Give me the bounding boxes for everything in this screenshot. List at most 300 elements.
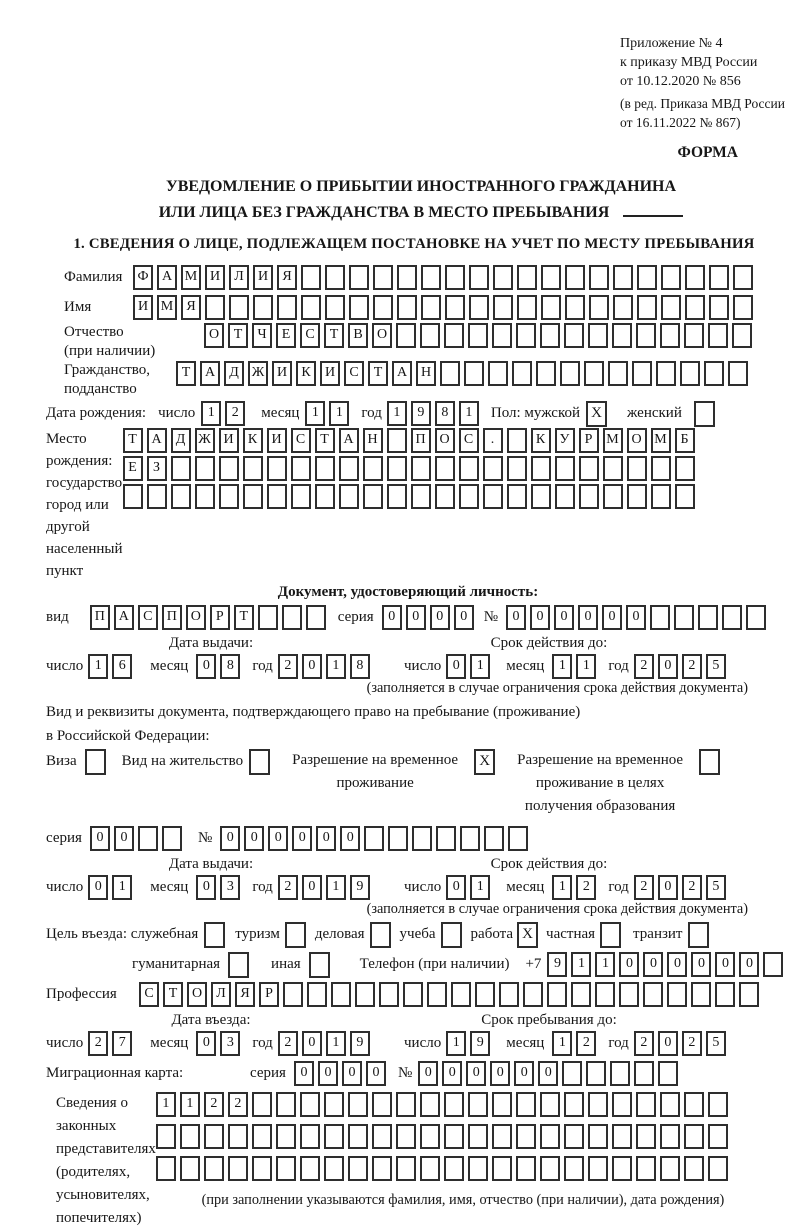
char-cell[interactable] — [564, 1156, 584, 1181]
char-cell[interactable]: 1 — [470, 654, 490, 679]
char-cell[interactable]: 0 — [578, 605, 598, 630]
char-cell[interactable] — [610, 1061, 630, 1086]
char-cell[interactable] — [675, 484, 695, 509]
char-cell[interactable] — [421, 295, 441, 320]
char-cell[interactable]: 3 — [220, 875, 240, 900]
char-cell[interactable] — [180, 1156, 200, 1181]
char-cell[interactable]: И — [272, 361, 292, 386]
char-cell[interactable] — [339, 456, 359, 481]
char-cell[interactable]: 9 — [547, 952, 567, 977]
char-cell[interactable]: 9 — [350, 1031, 370, 1056]
char-cell[interactable]: 0 — [658, 1031, 678, 1056]
char-cell[interactable]: А — [114, 605, 134, 630]
char-cell[interactable] — [685, 295, 705, 320]
char-cell[interactable]: 0 — [643, 952, 663, 977]
char-cell[interactable]: 0 — [691, 952, 711, 977]
char-cell[interactable] — [301, 265, 321, 290]
char-cell[interactable]: Т — [368, 361, 388, 386]
char-cell[interactable] — [680, 361, 700, 386]
char-cell[interactable]: П — [411, 428, 431, 453]
char-cell[interactable]: Р — [579, 428, 599, 453]
char-cell[interactable] — [555, 484, 575, 509]
char-cell[interactable] — [396, 1156, 416, 1181]
char-cell[interactable] — [588, 1124, 608, 1149]
char-cell[interactable]: Д — [171, 428, 191, 453]
char-cell[interactable] — [600, 922, 621, 948]
char-cell[interactable]: М — [651, 428, 671, 453]
char-cell[interactable]: 0 — [196, 875, 216, 900]
char-cell[interactable]: К — [243, 428, 263, 453]
char-cell[interactable] — [507, 484, 527, 509]
char-cell[interactable] — [492, 1092, 512, 1117]
char-cell[interactable]: С — [300, 323, 320, 348]
char-cell[interactable] — [560, 361, 580, 386]
char-cell[interactable]: 8 — [435, 401, 455, 426]
char-cell[interactable]: Т — [228, 323, 248, 348]
char-cell[interactable] — [709, 295, 729, 320]
char-cell[interactable]: 1 — [326, 654, 346, 679]
char-cell[interactable] — [512, 361, 532, 386]
char-cell[interactable] — [484, 826, 504, 851]
char-cell[interactable]: Т — [123, 428, 143, 453]
char-cell[interactable]: 1 — [576, 654, 596, 679]
char-cell[interactable] — [636, 1092, 656, 1117]
char-cell[interactable]: 2 — [278, 1031, 298, 1056]
char-cell[interactable] — [531, 484, 551, 509]
char-cell[interactable]: К — [531, 428, 551, 453]
char-cell[interactable] — [420, 1092, 440, 1117]
char-cell[interactable]: 2 — [682, 1031, 702, 1056]
char-cell[interactable]: 0 — [658, 654, 678, 679]
char-cell[interactable] — [325, 295, 345, 320]
char-cell[interactable] — [516, 1124, 536, 1149]
char-cell[interactable]: 0 — [268, 826, 288, 851]
char-cell[interactable]: 2 — [88, 1031, 108, 1056]
char-cell[interactable] — [483, 456, 503, 481]
char-cell[interactable] — [667, 982, 687, 1007]
char-cell[interactable] — [634, 1061, 654, 1086]
char-cell[interactable] — [694, 401, 715, 427]
char-cell[interactable]: Р — [210, 605, 230, 630]
char-cell[interactable] — [325, 265, 345, 290]
char-cell[interactable]: X — [586, 401, 607, 427]
char-cell[interactable] — [516, 1156, 536, 1181]
char-cell[interactable] — [684, 1156, 704, 1181]
char-cell[interactable] — [445, 265, 465, 290]
char-cell[interactable] — [440, 361, 460, 386]
char-cell[interactable] — [372, 1092, 392, 1117]
char-cell[interactable]: 1 — [326, 1031, 346, 1056]
char-cell[interactable]: 0 — [342, 1061, 362, 1086]
char-cell[interactable]: 2 — [576, 875, 596, 900]
char-cell[interactable] — [171, 484, 191, 509]
char-cell[interactable] — [612, 323, 632, 348]
char-cell[interactable] — [228, 952, 249, 978]
char-cell[interactable]: 2 — [576, 1031, 596, 1056]
char-cell[interactable]: И — [219, 428, 239, 453]
char-cell[interactable] — [444, 323, 464, 348]
char-cell[interactable] — [632, 361, 652, 386]
char-cell[interactable] — [301, 295, 321, 320]
char-cell[interactable]: Ж — [195, 428, 215, 453]
char-cell[interactable] — [643, 982, 663, 1007]
char-cell[interactable] — [660, 1124, 680, 1149]
char-cell[interactable]: 1 — [88, 654, 108, 679]
char-cell[interactable]: С — [291, 428, 311, 453]
char-cell[interactable] — [492, 323, 512, 348]
char-cell[interactable]: Ф — [133, 265, 153, 290]
char-cell[interactable] — [252, 1092, 272, 1117]
char-cell[interactable]: 1 — [446, 1031, 466, 1056]
char-cell[interactable] — [363, 456, 383, 481]
char-cell[interactable]: О — [186, 605, 206, 630]
char-cell[interactable] — [660, 323, 680, 348]
char-cell[interactable] — [531, 456, 551, 481]
char-cell[interactable]: М — [603, 428, 623, 453]
char-cell[interactable]: 0 — [514, 1061, 534, 1086]
char-cell[interactable]: В — [348, 323, 368, 348]
char-cell[interactable] — [660, 1092, 680, 1117]
char-cell[interactable] — [204, 1156, 224, 1181]
char-cell[interactable]: 0 — [244, 826, 264, 851]
char-cell[interactable] — [722, 605, 742, 630]
char-cell[interactable] — [204, 1124, 224, 1149]
char-cell[interactable]: 0 — [446, 875, 466, 900]
char-cell[interactable] — [540, 323, 560, 348]
char-cell[interactable]: К — [296, 361, 316, 386]
char-cell[interactable] — [595, 982, 615, 1007]
char-cell[interactable] — [613, 295, 633, 320]
char-cell[interactable]: Т — [315, 428, 335, 453]
char-cell[interactable]: 0 — [446, 654, 466, 679]
char-cell[interactable] — [636, 323, 656, 348]
char-cell[interactable]: 0 — [382, 605, 402, 630]
char-cell[interactable]: 2 — [634, 875, 654, 900]
char-cell[interactable] — [138, 826, 158, 851]
char-cell[interactable] — [243, 456, 263, 481]
char-cell[interactable] — [162, 826, 182, 851]
char-cell[interactable]: Б — [675, 428, 695, 453]
char-cell[interactable] — [536, 361, 556, 386]
char-cell[interactable] — [562, 1061, 582, 1086]
char-cell[interactable] — [684, 1124, 704, 1149]
char-cell[interactable]: И — [267, 428, 287, 453]
char-cell[interactable] — [507, 428, 527, 453]
char-cell[interactable] — [411, 456, 431, 481]
char-cell[interactable]: 0 — [418, 1061, 438, 1086]
char-cell[interactable]: С — [139, 982, 159, 1007]
char-cell[interactable] — [698, 605, 718, 630]
char-cell[interactable]: 1 — [305, 401, 325, 426]
char-cell[interactable]: 9 — [411, 401, 431, 426]
char-cell[interactable] — [324, 1124, 344, 1149]
char-cell[interactable] — [627, 456, 647, 481]
char-cell[interactable]: Д — [224, 361, 244, 386]
char-cell[interactable] — [589, 295, 609, 320]
char-cell[interactable] — [397, 295, 417, 320]
char-cell[interactable] — [427, 982, 447, 1007]
char-cell[interactable] — [348, 1156, 368, 1181]
char-cell[interactable]: А — [200, 361, 220, 386]
char-cell[interactable]: Л — [211, 982, 231, 1007]
char-cell[interactable] — [732, 323, 752, 348]
char-cell[interactable]: 0 — [292, 826, 312, 851]
char-cell[interactable]: М — [157, 295, 177, 320]
char-cell[interactable]: 1 — [459, 401, 479, 426]
char-cell[interactable]: Т — [234, 605, 254, 630]
char-cell[interactable] — [436, 826, 456, 851]
char-cell[interactable] — [204, 922, 225, 948]
char-cell[interactable] — [516, 1092, 536, 1117]
char-cell[interactable] — [468, 1124, 488, 1149]
char-cell[interactable] — [584, 361, 604, 386]
char-cell[interactable] — [300, 1124, 320, 1149]
char-cell[interactable]: 1 — [552, 875, 572, 900]
char-cell[interactable]: 0 — [619, 952, 639, 977]
char-cell[interactable] — [488, 361, 508, 386]
char-cell[interactable] — [540, 1092, 560, 1117]
char-cell[interactable]: 0 — [340, 826, 360, 851]
char-cell[interactable] — [516, 323, 536, 348]
char-cell[interactable]: 1 — [552, 1031, 572, 1056]
char-cell[interactable] — [733, 295, 753, 320]
char-cell[interactable] — [541, 295, 561, 320]
char-cell[interactable]: И — [253, 265, 273, 290]
char-cell[interactable] — [468, 1156, 488, 1181]
char-cell[interactable]: 1 — [156, 1092, 176, 1117]
char-cell[interactable]: 1 — [329, 401, 349, 426]
char-cell[interactable] — [435, 456, 455, 481]
char-cell[interactable]: 5 — [706, 654, 726, 679]
char-cell[interactable]: 0 — [554, 605, 574, 630]
char-cell[interactable] — [691, 982, 711, 1007]
char-cell[interactable] — [171, 456, 191, 481]
char-cell[interactable] — [420, 1156, 440, 1181]
char-cell[interactable] — [396, 1092, 416, 1117]
char-cell[interactable] — [421, 265, 441, 290]
char-cell[interactable] — [675, 456, 695, 481]
char-cell[interactable]: У — [555, 428, 575, 453]
char-cell[interactable] — [388, 826, 408, 851]
char-cell[interactable] — [564, 323, 584, 348]
char-cell[interactable] — [540, 1124, 560, 1149]
char-cell[interactable] — [252, 1124, 272, 1149]
char-cell[interactable]: О — [435, 428, 455, 453]
char-cell[interactable] — [588, 1092, 608, 1117]
char-cell[interactable]: 2 — [278, 875, 298, 900]
char-cell[interactable]: О — [204, 323, 224, 348]
char-cell[interactable] — [420, 323, 440, 348]
char-cell[interactable] — [396, 1124, 416, 1149]
char-cell[interactable] — [156, 1124, 176, 1149]
char-cell[interactable] — [339, 484, 359, 509]
char-cell[interactable] — [508, 826, 528, 851]
char-cell[interactable]: 8 — [220, 654, 240, 679]
char-cell[interactable] — [746, 605, 766, 630]
char-cell[interactable]: 7 — [112, 1031, 132, 1056]
char-cell[interactable]: 2 — [278, 654, 298, 679]
char-cell[interactable] — [651, 456, 671, 481]
char-cell[interactable]: 0 — [454, 605, 474, 630]
char-cell[interactable] — [285, 922, 306, 948]
char-cell[interactable]: 1 — [595, 952, 615, 977]
char-cell[interactable] — [699, 749, 720, 775]
char-cell[interactable] — [277, 295, 297, 320]
char-cell[interactable]: Ч — [252, 323, 272, 348]
char-cell[interactable] — [258, 605, 278, 630]
char-cell[interactable]: 0 — [302, 1031, 322, 1056]
char-cell[interactable]: С — [459, 428, 479, 453]
char-cell[interactable] — [249, 749, 270, 775]
char-cell[interactable] — [636, 1124, 656, 1149]
char-cell[interactable] — [363, 484, 383, 509]
char-cell[interactable] — [411, 484, 431, 509]
char-cell[interactable]: 0 — [302, 875, 322, 900]
char-cell[interactable] — [588, 1156, 608, 1181]
char-cell[interactable] — [636, 1156, 656, 1181]
char-cell[interactable]: 0 — [530, 605, 550, 630]
char-cell[interactable] — [291, 456, 311, 481]
char-cell[interactable]: И — [205, 265, 225, 290]
char-cell[interactable] — [555, 456, 575, 481]
char-cell[interactable]: Н — [416, 361, 436, 386]
char-cell[interactable]: 0 — [302, 654, 322, 679]
char-cell[interactable]: 0 — [602, 605, 622, 630]
char-cell[interactable]: 8 — [350, 654, 370, 679]
char-cell[interactable] — [252, 1156, 272, 1181]
char-cell[interactable]: X — [517, 922, 538, 948]
char-cell[interactable] — [283, 982, 303, 1007]
char-cell[interactable]: Е — [123, 456, 143, 481]
char-cell[interactable]: А — [392, 361, 412, 386]
char-cell[interactable]: 1 — [112, 875, 132, 900]
char-cell[interactable]: 0 — [294, 1061, 314, 1086]
char-cell[interactable] — [123, 484, 143, 509]
char-cell[interactable] — [195, 484, 215, 509]
char-cell[interactable] — [228, 1124, 248, 1149]
char-cell[interactable]: 0 — [88, 875, 108, 900]
char-cell[interactable] — [499, 982, 519, 1007]
char-cell[interactable] — [507, 456, 527, 481]
char-cell[interactable] — [229, 295, 249, 320]
char-cell[interactable] — [397, 265, 417, 290]
char-cell[interactable] — [468, 1092, 488, 1117]
char-cell[interactable]: Н — [363, 428, 383, 453]
char-cell[interactable]: П — [90, 605, 110, 630]
char-cell[interactable]: 0 — [466, 1061, 486, 1086]
char-cell[interactable] — [315, 484, 335, 509]
char-cell[interactable] — [619, 982, 639, 1007]
char-cell[interactable] — [355, 982, 375, 1007]
char-cell[interactable] — [709, 265, 729, 290]
char-cell[interactable] — [444, 1092, 464, 1117]
char-cell[interactable]: 0 — [739, 952, 759, 977]
char-cell[interactable] — [147, 484, 167, 509]
char-cell[interactable] — [451, 982, 471, 1007]
char-cell[interactable]: 9 — [470, 1031, 490, 1056]
char-cell[interactable]: 2 — [682, 654, 702, 679]
char-cell[interactable] — [219, 484, 239, 509]
char-cell[interactable] — [459, 484, 479, 509]
char-cell[interactable]: 0 — [318, 1061, 338, 1086]
char-cell[interactable]: Л — [229, 265, 249, 290]
char-cell[interactable] — [704, 361, 724, 386]
char-cell[interactable] — [637, 295, 657, 320]
char-cell[interactable] — [300, 1156, 320, 1181]
char-cell[interactable] — [228, 1156, 248, 1181]
char-cell[interactable]: 0 — [715, 952, 735, 977]
char-cell[interactable]: О — [627, 428, 647, 453]
char-cell[interactable] — [627, 484, 647, 509]
char-cell[interactable] — [608, 361, 628, 386]
char-cell[interactable]: Я — [181, 295, 201, 320]
char-cell[interactable] — [612, 1092, 632, 1117]
char-cell[interactable] — [564, 1124, 584, 1149]
char-cell[interactable] — [253, 295, 273, 320]
char-cell[interactable] — [387, 456, 407, 481]
char-cell[interactable] — [708, 1124, 728, 1149]
char-cell[interactable]: X — [474, 749, 495, 775]
char-cell[interactable] — [475, 982, 495, 1007]
char-cell[interactable]: И — [320, 361, 340, 386]
char-cell[interactable] — [547, 982, 567, 1007]
char-cell[interactable] — [412, 826, 432, 851]
char-cell[interactable] — [728, 361, 748, 386]
char-cell[interactable] — [579, 484, 599, 509]
char-cell[interactable] — [493, 295, 513, 320]
char-cell[interactable] — [85, 749, 106, 775]
char-cell[interactable] — [267, 456, 287, 481]
char-cell[interactable] — [684, 1092, 704, 1117]
char-cell[interactable] — [658, 1061, 678, 1086]
char-cell[interactable]: 0 — [196, 654, 216, 679]
char-cell[interactable]: 0 — [114, 826, 134, 851]
char-cell[interactable] — [403, 982, 423, 1007]
char-cell[interactable] — [349, 265, 369, 290]
char-cell[interactable]: 9 — [350, 875, 370, 900]
char-cell[interactable] — [307, 982, 327, 1007]
char-cell[interactable]: А — [339, 428, 359, 453]
char-cell[interactable]: 0 — [90, 826, 110, 851]
char-cell[interactable] — [459, 456, 479, 481]
char-cell[interactable]: 0 — [506, 605, 526, 630]
char-cell[interactable] — [435, 484, 455, 509]
char-cell[interactable] — [492, 1124, 512, 1149]
char-cell[interactable]: И — [133, 295, 153, 320]
char-cell[interactable] — [387, 484, 407, 509]
char-cell[interactable] — [517, 295, 537, 320]
char-cell[interactable] — [661, 265, 681, 290]
char-cell[interactable] — [763, 952, 783, 977]
char-cell[interactable]: 1 — [571, 952, 591, 977]
char-cell[interactable]: 0 — [406, 605, 426, 630]
char-cell[interactable] — [589, 265, 609, 290]
char-cell[interactable] — [348, 1124, 368, 1149]
char-cell[interactable]: О — [372, 323, 392, 348]
char-cell[interactable]: М — [181, 265, 201, 290]
char-cell[interactable] — [331, 982, 351, 1007]
char-cell[interactable] — [469, 265, 489, 290]
char-cell[interactable]: 5 — [706, 875, 726, 900]
char-cell[interactable]: 0 — [658, 875, 678, 900]
char-cell[interactable] — [349, 295, 369, 320]
char-cell[interactable] — [517, 265, 537, 290]
char-cell[interactable] — [651, 484, 671, 509]
char-cell[interactable] — [445, 295, 465, 320]
char-cell[interactable]: Т — [324, 323, 344, 348]
char-cell[interactable] — [276, 1156, 296, 1181]
char-cell[interactable] — [565, 265, 585, 290]
